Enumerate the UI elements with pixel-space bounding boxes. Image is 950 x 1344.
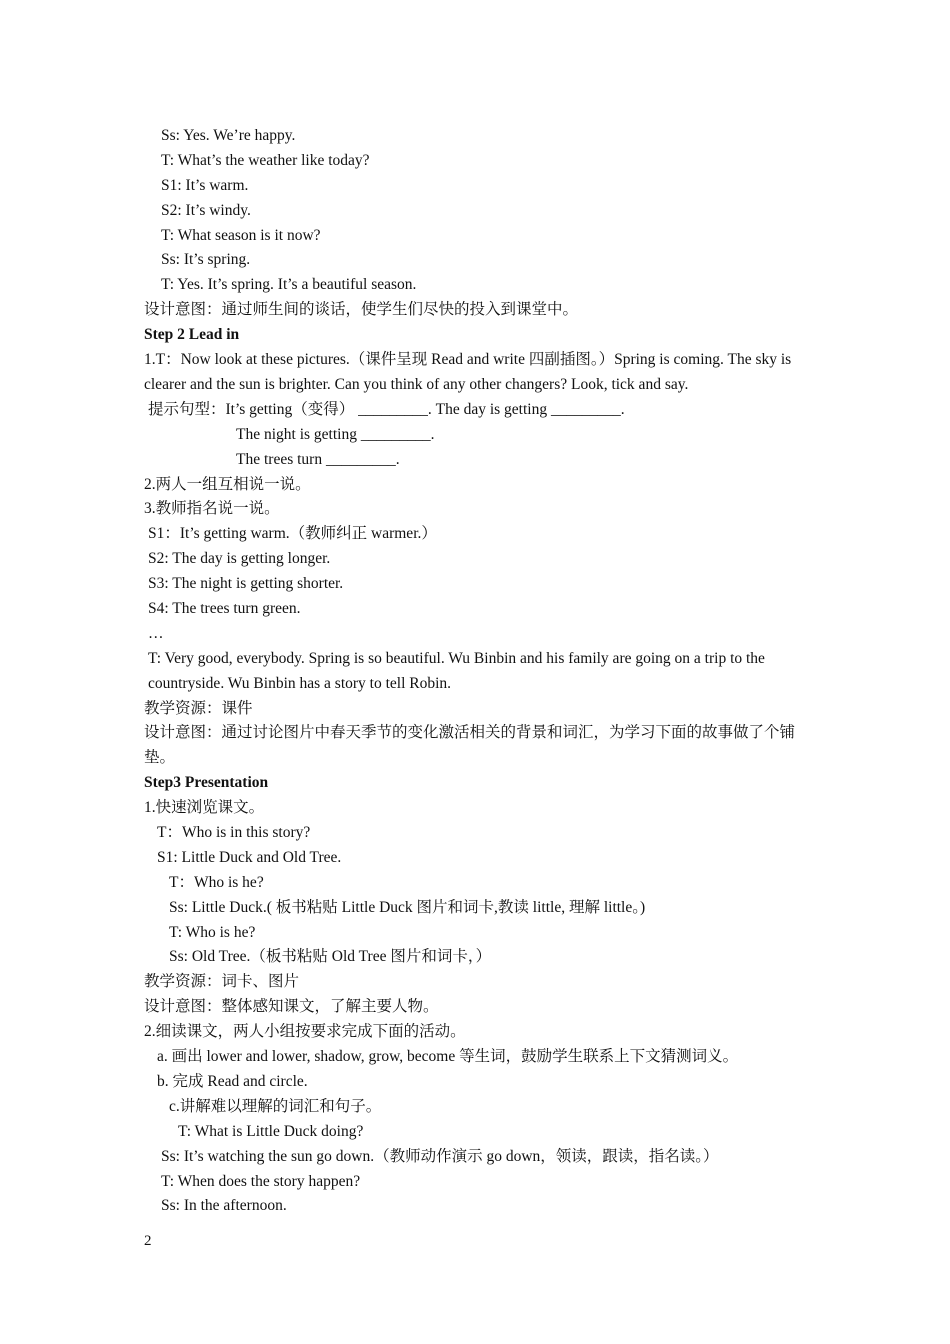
text-line: 2.细读课文，两人小组按要求完成下面的活动。 bbox=[144, 1023, 466, 1041]
text-line: S1: It’s warm. bbox=[161, 176, 249, 194]
text-line: T: Yes. It’s spring. It’s a beautiful season. bbox=[161, 276, 417, 294]
text-line: T: Who is he? bbox=[169, 923, 256, 941]
text-line: Ss: Little Duck.( 板书粘贴 Little Duck 图片和词卡,教读 little, 理解 little。) bbox=[169, 898, 646, 916]
text-line: T: What is Little Duck doing? bbox=[178, 1122, 364, 1140]
text-line: 2.两人一组互相说一说。 bbox=[144, 475, 311, 493]
text-line: The night is getting _________. bbox=[236, 425, 435, 443]
text-line: a. 画出 lower and lower, shadow, grow, become 等生词，鼓励学生联系上下文猜测词义。 bbox=[157, 1048, 739, 1066]
page-number: 2 bbox=[144, 1233, 152, 1249]
text-line: S2: The day is getting longer. bbox=[148, 550, 331, 568]
section-heading: Step3 Presentation bbox=[144, 774, 269, 792]
text-line: c.讲解难以理解的词汇和句子。 bbox=[169, 1097, 382, 1115]
text-line: T: Very good, everybody. Spring is so beautiful. Wu Binbin and his family are going on a trip to the countryside. Wu Binbin has a story to tell Robin. bbox=[148, 649, 765, 692]
text-line: Ss: It’s watching the sun go down.（教师动作演示 go down，领读，跟读，指名读。） bbox=[161, 1147, 719, 1165]
text-line: T: What’s the weather like today? bbox=[161, 151, 370, 169]
text-line: T：Who is in this story? bbox=[157, 824, 311, 842]
text-line: S1：It’s getting warm.（教师纠正 warmer.） bbox=[148, 525, 437, 543]
text-line: The trees turn _________. bbox=[236, 450, 400, 468]
text-line: 设计意图：整体感知课文，了解主要人物。 bbox=[144, 998, 439, 1016]
text-line: Ss: In the afternoon. bbox=[161, 1197, 287, 1215]
text-line: Ss: It’s spring. bbox=[161, 251, 251, 269]
section-heading: Step 2 Lead in bbox=[144, 326, 240, 344]
document-body bbox=[144, 124, 814, 1219]
text-line: S2: It’s windy. bbox=[161, 201, 251, 219]
text-line: 设计意图：通过师生间的谈话，使学生们尽快的投入到课堂中。 bbox=[144, 301, 579, 319]
text-line: S1: Little Duck and Old Tree. bbox=[157, 848, 342, 866]
text-line: S4: The trees turn green. bbox=[148, 599, 301, 617]
text-line: S3: The night is getting shorter. bbox=[148, 575, 344, 593]
text-line: 1.快速浏览课文。 bbox=[144, 799, 265, 817]
text-line: 3.教师指名说一说。 bbox=[144, 500, 280, 518]
text-line: T: What season is it now? bbox=[161, 226, 321, 244]
text-line: Ss: Old Tree.（板书粘贴 Old Tree 图片和词卡，） bbox=[169, 948, 492, 966]
text-line: 提示句型：It’s getting（变得） _________. The day is getting _________. bbox=[148, 400, 625, 418]
text-line: … bbox=[148, 624, 164, 642]
text-line: 设计意图：通过讨论图片中春天季节的变化激活相关的背景和词汇，为学习下面的故事做了个铺垫。 bbox=[144, 724, 796, 767]
text-line: b. 完成 Read and circle. bbox=[157, 1072, 308, 1090]
text-line: T: When does the story happen? bbox=[161, 1172, 361, 1190]
text-line: T：Who is he? bbox=[169, 873, 264, 891]
text-line: 教学资源：课件 bbox=[144, 699, 253, 717]
text-line: 1.T：Now look at these pictures.（课件呈现 Read and write 四副插图。）Spring is coming. The sky is clearer and the sun is brighter. Can you think of any other changers? Look, tick and say. bbox=[144, 351, 792, 393]
text-line: 教学资源：词卡、图片 bbox=[144, 973, 300, 991]
text-line: Ss: Yes. We’re happy. bbox=[161, 127, 296, 144]
